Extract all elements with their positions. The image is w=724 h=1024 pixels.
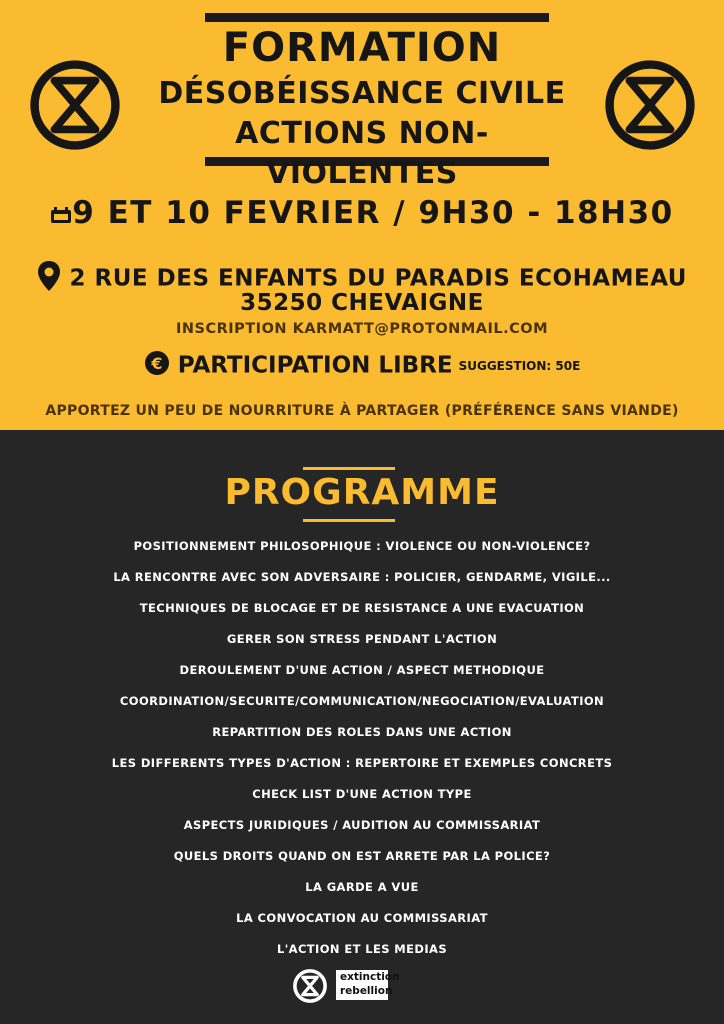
list-item: POSITIONNEMENT PHILOSOPHIQUE : VIOLENCE OU NON-VIOLENCE?: [133, 539, 591, 553]
calendar-ticket-icon: [50, 197, 72, 233]
brand-line-2: rebellion: [340, 985, 393, 997]
euro-coin-icon: [144, 350, 170, 382]
list-item: GERER SON STRESS PENDANT L'ACTION: [226, 632, 498, 646]
suggestion-text: SUGGESTION: 50E: [458, 359, 581, 373]
address-line-2: 35250 CHEVAIGNE: [240, 290, 484, 316]
programme-list: [0, 538, 724, 972]
programme-title: PROGRAMME: [224, 472, 500, 513]
registration-email: INSCRIPTION KARMATT@PROTONMAIL.COM: [175, 321, 549, 337]
svg-text:€: €: [151, 354, 163, 373]
list-item: LA RENCONTRE AVEC SON ADVERSAIRE : POLICIER, GENDARME, VIGILE...: [113, 570, 611, 584]
programme-bottom-bar: [303, 519, 395, 522]
list-item: QUELS DROITS QUAND ON EST ARRETE PAR LA POLICE?: [173, 849, 551, 863]
title-block: [150, 20, 574, 194]
list-item: ASPECTS JURIDIQUES / AUDITION AU COMMISSARIAT: [183, 818, 541, 832]
list-item: L'ACTION ET LES MEDIAS: [277, 942, 447, 956]
list-item: LA CONVOCATION AU COMMISSARIAT: [236, 911, 488, 925]
list-item: DEROULEMENT D'UNE ACTION / ASPECT METHODIQUE: [179, 663, 545, 677]
list-item: LA GARDE A VUE: [305, 880, 419, 894]
list-item: CHECK LIST D'UNE ACTION TYPE: [252, 787, 472, 801]
participation: [0, 350, 724, 382]
list-item: COORDINATION/SECURITE/COMMUNICATION/NEGOCIATION/EVALUATION: [119, 694, 605, 708]
header-section: [0, 0, 724, 430]
participation-text: PARTICIPATION LIBRE: [177, 352, 453, 379]
footer-logo: [292, 968, 400, 1004]
extinction-hourglass-icon: [28, 58, 122, 152]
brand-wordmark: [336, 970, 400, 1000]
extinction-hourglass-icon: [603, 58, 697, 152]
list-item: REPARTITION DES ROLES DANS UNE ACTION: [212, 725, 512, 739]
list-item: LES DIFFERENTS TYPES D'ACTION : REPERTOIRE ET EXEMPLES CONCRETS: [111, 756, 613, 770]
bring-food-note: APPORTEZ UN PEU DE NOURRITURE À PARTAGER (PRÉFÉRENCE SANS VIANDE): [45, 403, 679, 419]
page-title: FORMATION: [222, 25, 502, 71]
brand-line-1: extinction: [340, 971, 400, 983]
event-date: [0, 195, 724, 233]
subtitle-line-2: ACTIONS NON-VIOLENTES: [235, 116, 489, 191]
extinction-rebellion-logo-icon: [292, 968, 328, 1004]
address-text-1: 2 RUE DES ENFANTS DU PARADIS ECOHAMEAU: [69, 265, 687, 292]
list-item: TECHNIQUES DE BLOCAGE ET DE RESISTANCE A UNE EVACUATION: [139, 601, 585, 615]
programme-top-bar: [303, 467, 395, 470]
subtitle-line-1: DÉSOBÉISSANCE CIVILE: [158, 76, 566, 111]
date-text: 9 ET 10 FEVRIER / 9H30 - 18H30: [72, 195, 674, 231]
